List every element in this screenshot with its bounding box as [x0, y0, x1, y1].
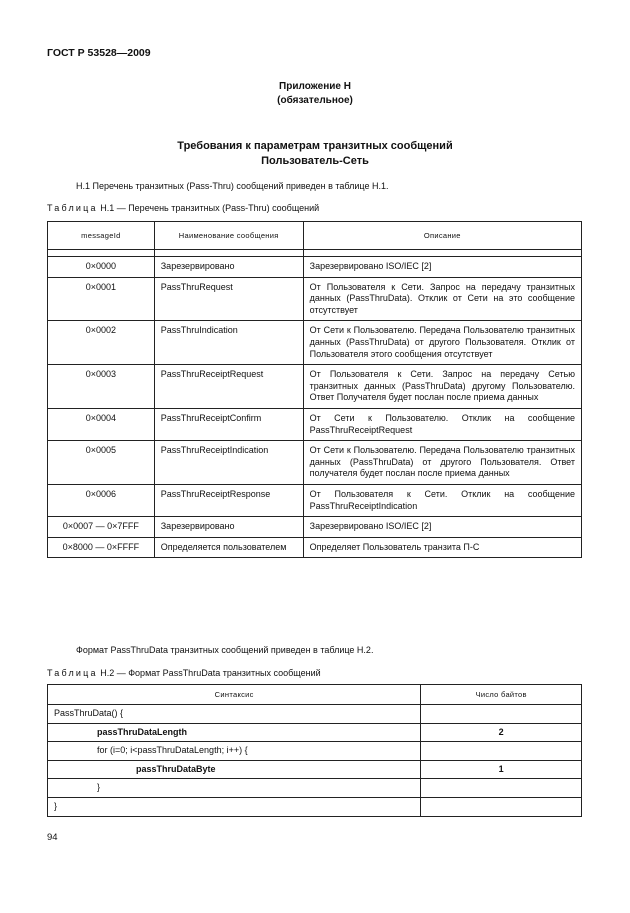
cell-message-name: Зарезервировано — [154, 517, 303, 538]
cell-message-id: 0×0002 — [48, 321, 155, 365]
cell-message-id: 0×0004 — [48, 408, 155, 440]
table1-gap-row — [48, 250, 582, 257]
table1-header-row — [48, 222, 582, 250]
cell-syntax: passThruDataLength — [48, 723, 421, 742]
table-row — [48, 779, 582, 798]
cell-message-desc: От Пользователя к Сети. Отклик на сообщение PassThruReceiptIndication — [303, 484, 581, 516]
cell-syntax: passThruDataByte — [48, 760, 421, 779]
cell-message-name: Зарезервировано — [154, 257, 303, 278]
cell-message-id: 0×0003 — [48, 365, 155, 409]
document-code: ГОСТ Р 53528—2009 — [47, 47, 151, 59]
cell-message-desc: Определяет Пользователь транзита П-С — [303, 537, 581, 558]
table-row — [48, 723, 582, 742]
table-row — [48, 408, 582, 440]
table-h2 — [47, 684, 582, 817]
cell-message-desc: От Сети к Пользователю. Передача Пользователю транзитных данных (PassThruData) от другого Пользователя. Ответ получателя будет послан после приема данных — [303, 441, 581, 485]
cell-message-desc: От Пользователя к Сети. Запрос на передачу транзитных данных (PassThruData). Отклик от Сети на это сообщение отсутствует — [303, 277, 581, 321]
cell-syntax: } — [48, 779, 421, 798]
cell-message-name: PassThruReceiptConfirm — [154, 408, 303, 440]
cell-bytes — [421, 779, 582, 798]
paragraph-h1: Н.1 Перечень транзитных (Pass-Thru) сообщений приведен в таблице Н.1. — [76, 181, 389, 191]
cell-message-name: PassThruReceiptIndication — [154, 441, 303, 485]
cell-message-id: 0×0006 — [48, 484, 155, 516]
table1-header-name: Наименование сообщения — [154, 222, 303, 250]
cell-message-desc: От Пользователя к Сети. Запрос на передачу Сетью транзитных данных (PassThruData) другому Пользователю. Ответ Получателя будет послан после приема данных — [303, 365, 581, 409]
table-row — [48, 321, 582, 365]
table2-header-bytes: Число байтов — [421, 685, 582, 705]
cell-bytes — [421, 742, 582, 761]
table-row — [48, 277, 582, 321]
table1-caption-label: Таблица — [47, 203, 98, 213]
table-row — [48, 517, 582, 538]
table2-header-row — [48, 685, 582, 705]
cell-message-name: Определяется пользователем — [154, 537, 303, 558]
section-title-line1: Требования к параметрам транзитных сообщений — [177, 140, 453, 152]
table-row — [48, 537, 582, 558]
cell-message-desc: От Сети к Пользователю. Передача Пользователю транзитных данных (PassThruData) от другого Пользователя. Отклик от Пользователя этого сообщения отсутствует — [303, 321, 581, 365]
cell-bytes — [421, 705, 582, 724]
cell-syntax: } — [48, 797, 421, 816]
table2-caption — [47, 668, 321, 678]
cell-message-id: 0×0001 — [48, 277, 155, 321]
cell-message-id: 0×0000 — [48, 257, 155, 278]
cell-message-id: 0×0005 — [48, 441, 155, 485]
cell-bytes: 2 — [421, 723, 582, 742]
table1-caption-text: Н.1 — Перечень транзитных (Pass-Thru) сообщений — [97, 203, 320, 213]
table-row — [48, 257, 582, 278]
page-number: 94 — [47, 832, 58, 843]
cell-message-name: PassThruReceiptRequest — [154, 365, 303, 409]
table1-caption — [47, 203, 319, 213]
table-row — [48, 484, 582, 516]
cell-message-id: 0×0007 — 0×7FFF — [48, 517, 155, 538]
cell-message-name: PassThruRequest — [154, 277, 303, 321]
cell-message-id: 0×8000 — 0×FFFF — [48, 537, 155, 558]
table1-header-id: messageId — [48, 222, 155, 250]
annex-status: (обязательное) — [277, 95, 353, 106]
annex-heading — [0, 80, 630, 108]
cell-syntax: for (i=0; i<passThruDataLength; i++) { — [48, 742, 421, 761]
cell-message-name: PassThruIndication — [154, 321, 303, 365]
cell-syntax: PassThruData() { — [48, 705, 421, 724]
cell-message-desc: Зарезервировано ISO/IEC [2] — [303, 257, 581, 278]
cell-message-desc: От Сети к Пользователю. Отклик на сообщение PassThruReceiptRequest — [303, 408, 581, 440]
table-row — [48, 760, 582, 779]
table1-header-desc: Описание — [303, 222, 581, 250]
table2-caption-text: Н.2 — Формат PassThruData транзитных сообщений — [97, 668, 321, 678]
table2-caption-label: Таблица — [47, 668, 98, 678]
section-title-line2: Пользователь-Сеть — [261, 155, 369, 167]
table-row — [48, 742, 582, 761]
cell-bytes — [421, 797, 582, 816]
section-title — [0, 139, 630, 169]
table-row — [48, 705, 582, 724]
table2-header-syntax: Синтаксис — [48, 685, 421, 705]
table-h1 — [47, 221, 582, 558]
paragraph-h2: Формат PassThruData транзитных сообщений приведен в таблице Н.2. — [76, 645, 374, 655]
table-row — [48, 441, 582, 485]
table-row — [48, 365, 582, 409]
cell-message-name: PassThruReceiptResponse — [154, 484, 303, 516]
annex-label: Приложение Н — [279, 81, 351, 92]
table-row — [48, 797, 582, 816]
cell-message-desc: Зарезервировано ISO/IEC [2] — [303, 517, 581, 538]
cell-bytes: 1 — [421, 760, 582, 779]
